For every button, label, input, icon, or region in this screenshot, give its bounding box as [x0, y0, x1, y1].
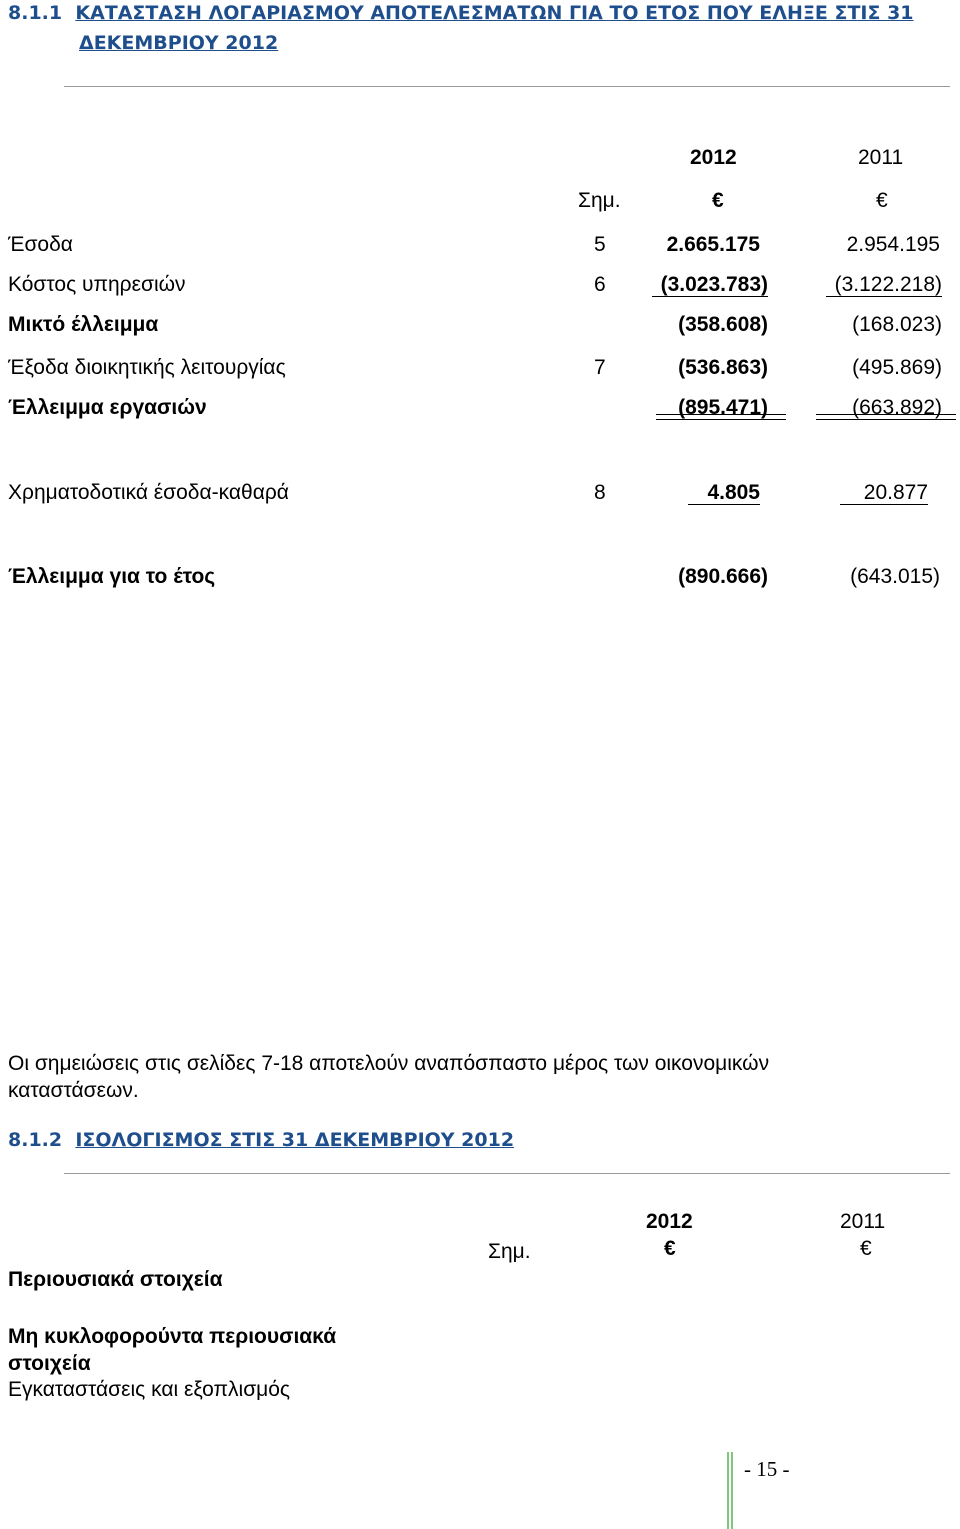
section-heading-income-statement-line2	[79, 32, 278, 54]
row-prior: (495.869)	[852, 356, 942, 379]
currency-current: €	[712, 189, 724, 212]
row-label: Χρηματοδοτικά έσοδα-καθαρά	[8, 481, 289, 504]
row-note: 8	[594, 481, 606, 504]
page-number: - 15 -	[744, 1457, 790, 1481]
bs-note-header: Σημ.	[488, 1240, 531, 1263]
section-heading-income-statement	[8, 2, 914, 24]
heading-rule	[64, 86, 950, 87]
row-current: 2.665.175	[666, 233, 760, 256]
financial-rule-prior	[840, 504, 928, 505]
currency-prior: €	[876, 189, 888, 212]
row-note: 7	[594, 356, 606, 379]
subtotal-rule-prior	[826, 296, 942, 297]
row-prior: (643.015)	[850, 565, 940, 588]
row-current: 4.805	[707, 481, 760, 504]
footer-accent-bar-left	[727, 1452, 729, 1529]
row-prior: (168.023)	[852, 313, 942, 336]
row-label: Έξοδα διοικητικής λειτουργίας	[8, 356, 286, 379]
bs-year-prior-header: 2011	[840, 1210, 886, 1233]
year-current-header: 2012	[690, 146, 737, 169]
section-title-line1: ΚΑΤΑΣΤΑΣΗ ΛΟΓΑΡΙΑΣΜΟΥ ΑΠΟΤΕΛΕΣΜΑΤΩΝ ΓΙΑ ΤΟ ΕΤΟΣ ΠΟΥ ΕΛΗΞΕ ΣΤΙΣ 31	[75, 2, 914, 24]
row-label: Έλλειμμα εργασιών	[8, 396, 207, 419]
total-rule-prior	[816, 414, 956, 420]
section-title-line2: ΔΕΚΕΜΒΡΙΟΥ 2012	[79, 32, 279, 54]
note-header: Σημ.	[578, 189, 621, 212]
row-prior: 2.954.195	[846, 233, 940, 256]
row-current: (3.023.783)	[660, 273, 768, 296]
noncurrent-assets-heading-line1: Μη κυκλοφορούντα περιουσιακά	[8, 1325, 337, 1348]
row-label: Κόστος υπηρεσιών	[8, 273, 186, 296]
footnote-line2: καταστάσεων.	[8, 1079, 139, 1102]
row-prior: (3.122.218)	[834, 273, 942, 296]
section-number: 8.1.2	[8, 1129, 63, 1151]
section-heading-balance-sheet	[8, 1129, 514, 1151]
row-prior: (663.892)	[852, 396, 942, 419]
row-prior: 20.877	[863, 481, 928, 504]
heading-rule	[64, 1173, 950, 1174]
row-label: Μικτό έλλειμμα	[8, 313, 159, 336]
asset-item-equipment: Εγκαταστάσεις και εξοπλισμός	[8, 1378, 291, 1401]
row-label: Έσοδα	[8, 233, 73, 256]
financial-rule-current	[688, 504, 760, 505]
section-number: 8.1.1	[8, 2, 63, 24]
year-prior-header: 2011	[858, 146, 904, 169]
subtotal-rule-current	[652, 296, 768, 297]
footer-accent-bar-right	[731, 1452, 733, 1529]
total-rule-current	[656, 414, 786, 420]
row-label: Έλλειμμα για το έτος	[8, 565, 216, 588]
row-note: 5	[594, 233, 606, 256]
assets-heading: Περιουσιακά στοιχεία	[8, 1268, 223, 1291]
noncurrent-assets-heading-line2: στοιχεία	[8, 1352, 91, 1375]
row-current: (536.863)	[678, 356, 768, 379]
bs-currency-prior: €	[860, 1237, 872, 1260]
bs-year-current-header: 2012	[646, 1210, 693, 1233]
row-note: 6	[594, 273, 606, 296]
footnote-line1: Οι σημειώσεις στις σελίδες 7-18 αποτελούν αναπόσπαστο μέρος των οικονομικών	[8, 1052, 770, 1075]
section-title: ΙΣΟΛΟΓΙΣΜΟΣ ΣΤΙΣ 31 ΔΕΚΕΜΒΡΙΟΥ 2012	[75, 1129, 515, 1151]
row-current: (358.608)	[678, 313, 768, 336]
row-current: (895.471)	[678, 396, 768, 419]
row-current: (890.666)	[678, 565, 768, 588]
bs-currency-current: €	[664, 1237, 676, 1260]
